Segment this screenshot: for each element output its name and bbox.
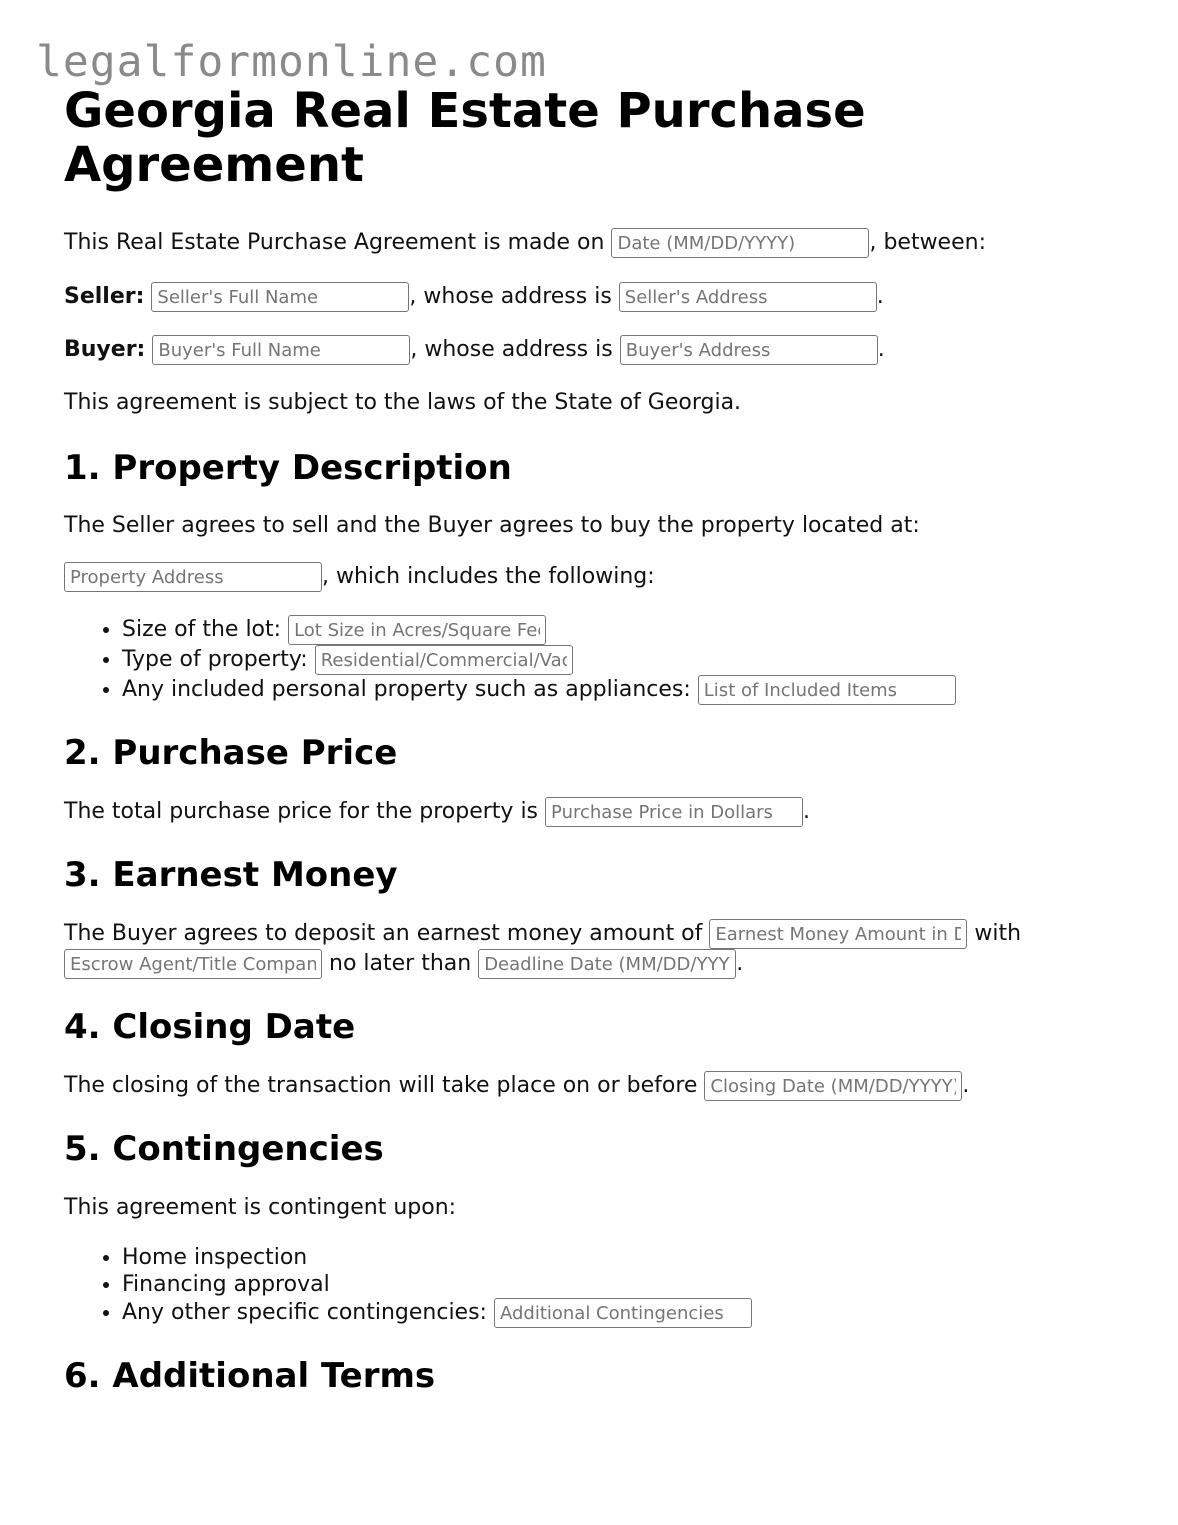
- property-includes-text: , which includes the following:: [322, 564, 655, 589]
- deadline-date-field[interactable]: [478, 949, 736, 979]
- agreement-date-field[interactable]: [611, 228, 869, 258]
- section-6-heading: 6. Additional Terms: [64, 1356, 436, 1396]
- earnest-money-amount-field[interactable]: [709, 919, 967, 949]
- lot-size-field[interactable]: [288, 615, 546, 645]
- list-item-lot-size: [122, 615, 1124, 645]
- property-type-field[interactable]: [315, 645, 573, 675]
- property-details-list: [64, 615, 1124, 705]
- seller-address-text: , whose address is: [409, 284, 612, 309]
- seller-name-field[interactable]: [151, 282, 409, 312]
- property-type-label: Type of property:: [122, 647, 308, 672]
- closing-date-line: [64, 1071, 1124, 1101]
- other-contingencies-label: Any other specific contingencies:: [122, 1300, 487, 1325]
- purchase-price-line: [64, 797, 1124, 827]
- intro-text: This Real Estate Purchase Agreement is made on: [64, 230, 605, 255]
- seller-label: Seller:: [64, 284, 145, 309]
- title-line-1: Georgia Real Estate Purchase: [64, 83, 866, 139]
- lot-size-label: Size of the lot:: [122, 617, 282, 642]
- intro-paragraph: [64, 228, 1124, 258]
- seller-address-field[interactable]: [619, 282, 877, 312]
- contingencies-list: [64, 1244, 1124, 1328]
- earnest-money-end: .: [736, 951, 744, 976]
- closing-date-field[interactable]: [704, 1071, 962, 1101]
- property-address-line: [64, 562, 1124, 592]
- additional-contingencies-field[interactable]: [494, 1298, 752, 1328]
- buyer-address-field[interactable]: [620, 335, 878, 365]
- buyer-address-text: , whose address is: [410, 337, 613, 362]
- laws-paragraph: This agreement is subject to the laws of the State of Georgia.: [64, 390, 742, 415]
- earnest-money-paragraph: [64, 919, 1124, 979]
- section-4-heading: 4. Closing Date: [64, 1007, 356, 1047]
- agreement-document: [64, 84, 1124, 1396]
- earnest-money-text: The Buyer agrees to deposit an earnest money amount of: [64, 921, 703, 946]
- title-line-2: Agreement: [64, 137, 364, 193]
- included-items-field[interactable]: [698, 675, 956, 705]
- escrow-agent-field[interactable]: [64, 949, 322, 979]
- purchase-price-field[interactable]: [545, 797, 803, 827]
- personal-property-label: Any included personal property such as appliances:: [122, 677, 691, 702]
- buyer-line-end: .: [877, 337, 885, 362]
- document-title: [64, 84, 1124, 192]
- purchase-price-end: .: [803, 799, 811, 824]
- section-5-heading: 5. Contingencies: [64, 1129, 384, 1169]
- seller-line-end: .: [876, 284, 884, 309]
- no-later-than-text: no later than: [329, 951, 472, 976]
- intro-between-text: , between:: [869, 230, 986, 255]
- earnest-with-text: with: [974, 921, 1022, 946]
- section-2-heading: 2. Purchase Price: [64, 733, 398, 773]
- watermark-logo: legalformonline.com: [36, 37, 547, 87]
- buyer-name-field[interactable]: [152, 335, 410, 365]
- list-item-property-type: [122, 645, 1124, 675]
- buyer-line: [64, 335, 1124, 365]
- contingencies-intro: This agreement is contingent upon:: [64, 1195, 457, 1220]
- list-item-other-contingencies: [122, 1298, 1124, 1328]
- list-item: • Home inspection: [122, 1244, 1124, 1271]
- purchase-price-text: The total purchase price for the property is: [64, 799, 539, 824]
- list-item: • Financing approval: [122, 1271, 1124, 1298]
- seller-line: [64, 282, 1124, 312]
- section-3-heading: 3. Earnest Money: [64, 855, 398, 895]
- section-1-text: The Seller agrees to sell and the Buyer agrees to buy the property located at:: [64, 513, 920, 538]
- buyer-label: Buyer:: [64, 337, 146, 362]
- closing-date-end: .: [962, 1073, 970, 1098]
- section-1-heading: 1. Property Description: [64, 448, 512, 488]
- list-item-personal-property: [122, 675, 1124, 705]
- closing-date-text: The closing of the transaction will take place on or before: [64, 1073, 698, 1098]
- property-address-field[interactable]: [64, 562, 322, 592]
